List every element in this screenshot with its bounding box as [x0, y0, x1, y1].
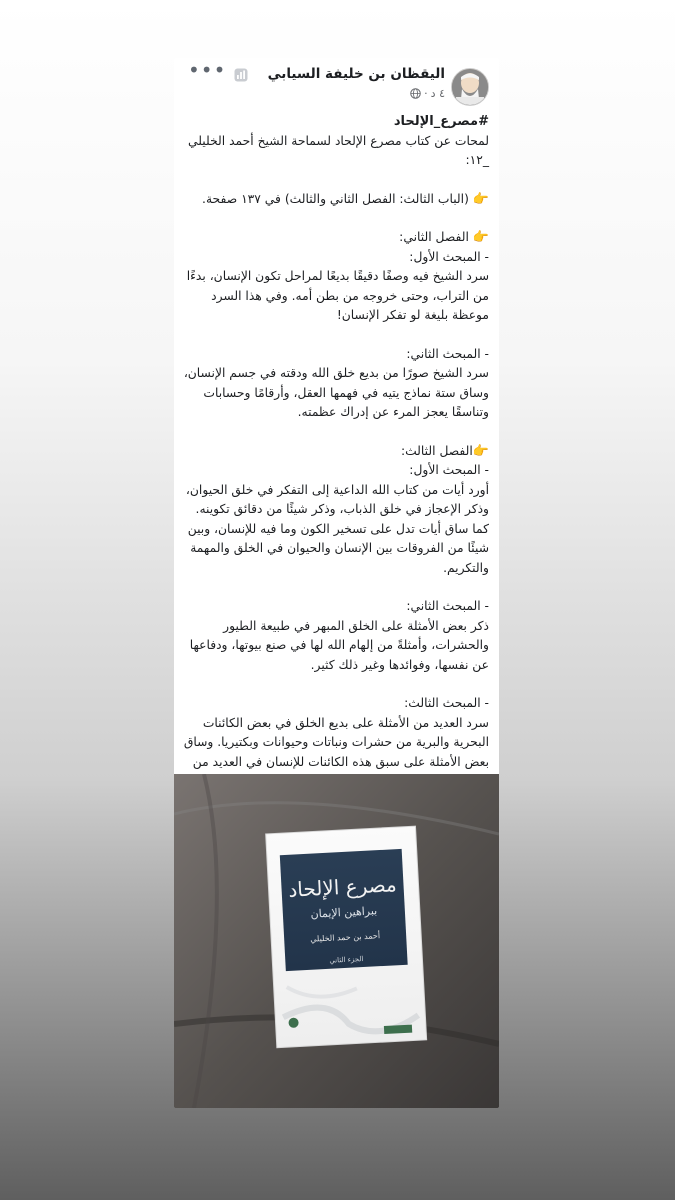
book-photo: [174, 774, 499, 1108]
pointing-hand-icon: 👉: [472, 191, 489, 207]
post-header: [174, 58, 499, 112]
chapter-three-heading: 👉الفصل الثالث:: [182, 442, 489, 462]
hashtag-link[interactable]: #مصرع_الإلحاد: [393, 114, 489, 129]
book-subtitle: ببراهين الإيمان: [310, 904, 378, 921]
post-card: [174, 58, 499, 1108]
section-text: أورد أيات من كتاب الله الداعية إلى التفكر في خلق الحيوان، وذكر الإعجاز في خلق الذباب، وذكر شيئًا من دقائق تكوينه. كما ساق أيات تدل على تسخير الكون وما فيه للإنسان، وبين شيئًا من الفروقات بين الإنسان والحيوان في الخلق والمهمة والتكريم.: [182, 482, 489, 575]
author-name[interactable]: اليقظان بن خليفة السيابي: [267, 66, 445, 82]
book-title: مصرع الإلحاد: [287, 872, 398, 902]
chapter-two-heading: 👉 الفصل الثاني:: [182, 228, 489, 248]
insights-icon[interactable]: [234, 68, 248, 82]
post-time[interactable]: ٤ د: [430, 87, 445, 100]
post-intro: لمحات عن كتاب مصرع الإلحاد لسماحة الشيخ أحمد الخليلي _١٢:: [184, 133, 489, 167]
globe-icon: [410, 88, 421, 99]
section-text: سرد العديد من الأمثلة على بديع الخلق في بعض الكائنات البحرية والبرية من حشرات ونباتات وحيوانات وبكتيريا. وساق بعض الأمثلة على سبق هذه الكائنات للإنسان في العديد من: [183, 715, 489, 769]
section-heading: - المبحث الثاني:: [406, 346, 489, 361]
publisher-mark-icon: [384, 1025, 412, 1034]
section-heading: - المبحث الأول:: [409, 249, 489, 264]
section-text: سرد الشيخ فيه وصفًا دقيقًا بديعًا لمراحل تكون الإنسان، بدءًا من التراب، وحتى خروجه من بطن أمه. وفي هذا السرد موعظة بليغة لو تفكر الإنسان!: [182, 269, 489, 322]
post-text: [174, 112, 499, 792]
avatar[interactable]: [451, 68, 489, 106]
section-heading: - المبحث الثالث:: [404, 696, 489, 710]
more-options-icon[interactable]: •••: [188, 58, 227, 82]
section-heading: - المبحث الثاني:: [406, 599, 489, 613]
pointing-hand-icon: 👉: [472, 230, 489, 245]
post-photo[interactable]: [174, 774, 499, 1108]
section-text: سرد الشيخ صورًا من بديع خلق الله ودقته في جسم الإنسان، وساق ستة نماذج يتيه في فهمها العقل، وأرقامًا وحسابات وتناسقًا يعجز المرء عن إدراك عظمته.: [179, 366, 489, 419]
book-author: أحمد بن حمد الخليلي: [310, 931, 381, 944]
post-meta: [410, 87, 445, 100]
pointing-hand-icon: 👉: [472, 443, 489, 459]
book-volume: الجزء الثاني: [329, 955, 364, 965]
section-text: ذكر بعض الأمثلة على الخلق المبهر في طبيعة الطيور والحشرات، وأمثلةً من إلهام الله لها في صنع بيوتها، ودفاعها عن نفسها، وفوائدها وغير ذلك كثير.: [185, 618, 489, 672]
part-summary: 👉 (الباب الثالث: الفصل الثاني والثالث) في ١٣٧ صفحة.: [182, 190, 489, 210]
avatar-image: [452, 69, 488, 105]
section-heading: - المبحث الأول:: [409, 463, 489, 477]
separator-dot: ·: [424, 87, 428, 100]
